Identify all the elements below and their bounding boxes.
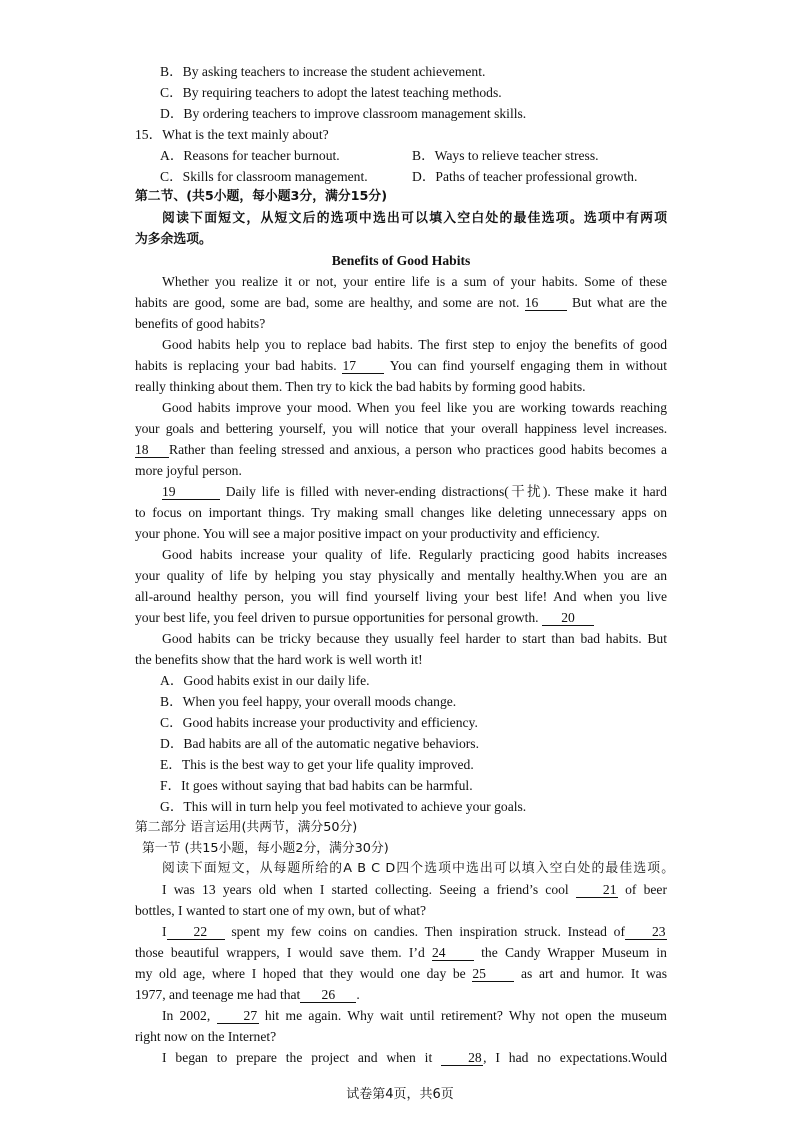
blank-25: 25	[472, 966, 514, 982]
p4-line1	[162, 483, 667, 501]
passage-title: Benefits of Good Habits	[331, 253, 471, 268]
cloze-line7-text-b: hit me again. Why wait until retirement? Why not open the museum	[264, 1008, 668, 1023]
section2-instruction-2: 为多余选项。	[135, 232, 212, 247]
q14-option-b: B．By asking teachers to increase the student achievement.	[160, 64, 486, 79]
p3-line1: Good habits improve your mood. When you feel like you are working towards reaching	[162, 400, 667, 415]
blank-20: 20	[542, 610, 594, 626]
cloze-line1-text-b: of beer	[625, 882, 667, 897]
cloze-line1-text-a: I was 13 years old when I started collecting. Seeing a friend’s cool	[162, 882, 569, 897]
cloze-line5-text-b: as art and humor. It was	[521, 966, 668, 981]
p3-line3	[135, 441, 667, 459]
blank-21: 21	[576, 882, 618, 898]
p1-line3: benefits of good habits?	[135, 316, 266, 331]
choice-g: G．This will in turn help you feel motivated to achieve your goals.	[160, 799, 527, 814]
cloze-line3-text-a: I	[162, 924, 167, 939]
cloze-line6-text-a: 1977, and teenage me had that	[135, 987, 301, 1002]
cloze-line2: bottles, I wanted to start one of my own, but of what?	[135, 903, 427, 918]
p4-line2: to focus on important things. Try making small changes like deleting unnecessary apps on	[135, 505, 667, 520]
q15-option-c: C．Skills for classroom management.	[160, 169, 368, 184]
p5-line2: your quality of life by helping you stay physically and mentally healthy.When you are an	[135, 568, 667, 583]
q15-stem: 15．What is the text mainly about?	[135, 127, 329, 142]
cloze-line6	[135, 986, 667, 1004]
p3-line3-text: Rather than feeling stressed and anxious, a person who practices good habits becomes a	[169, 442, 667, 457]
p5-line4	[135, 609, 667, 627]
cloze-line9-text-a: I began to prepare the project and when it	[162, 1050, 433, 1065]
cloze-line9	[135, 1049, 667, 1067]
cloze-line1	[135, 881, 667, 899]
blank-19: 19	[162, 484, 220, 500]
part2-subheading: 第一节 (共15小题，每小题2分，满分30分)	[142, 841, 389, 856]
p5-line3: all-around healthy person, you will find yourself living your best life! And when you live	[135, 589, 667, 604]
p6-line2: the benefits show that the hard work is well worth it!	[135, 652, 423, 667]
section2-instruction-1: 阅读下面短文，从短文后的选项中选出可以填入空白处的最佳选项。选项中有两项	[162, 211, 667, 226]
p1-line2-text-b: But what are the	[571, 295, 667, 310]
cloze-line5-text-a: my old age, where I hoped that they would one day be	[135, 966, 466, 981]
blank-24: 24	[432, 945, 474, 961]
p2-line3: really thinking about them. Then try to kick the bad habits by forming good habits.	[135, 379, 586, 394]
page-footer: 试卷第4页，共6页	[346, 1087, 454, 1102]
cloze-line5	[135, 965, 667, 983]
p5-line1: Good habits increase your quality of life. Regularly practicing good habits increases	[162, 547, 667, 562]
choice-f: F．It goes without saying that bad habits can be harmful.	[160, 778, 473, 793]
p1-line1: Whether you realize it or not, your entire life is a sum of your habits. Some of these	[162, 274, 667, 289]
p5-line4-text: your best life, you feel driven to pursue opportunities for personal growth.	[135, 610, 539, 625]
cloze-line4	[135, 944, 667, 962]
q14-option-d: D．By ordering teachers to improve classroom management skills.	[160, 106, 527, 121]
blank-22: 22	[167, 924, 225, 940]
p2-line2	[135, 357, 667, 375]
p2-line2-text-b: You can find yourself engaging them in without	[389, 358, 667, 373]
blank-18: 18	[135, 442, 169, 458]
cloze-line9-text-b: , I had no expectations.Would	[483, 1050, 667, 1065]
p1-line2	[135, 294, 667, 312]
p6-line1: Good habits can be tricky because they usually feel harder to start than bad habits. But	[162, 631, 667, 646]
part2-instruction: 阅读下面短文，从每题所给的A B C D四个选项中选出可以填入空白处的最佳选项。	[162, 861, 674, 876]
cloze-line3-text-b: spent my few coins on candies. Then inspiration struck. Instead of	[231, 924, 625, 939]
blank-17: 17	[342, 358, 384, 374]
choice-c: C．Good habits increase your productivity and efficiency.	[160, 715, 478, 730]
blank-16: 16	[525, 295, 567, 311]
cloze-line6-text-b: .	[356, 987, 360, 1002]
p1-line2-text-a: habits are good, some are bad, some are healthy, and some are not.	[135, 295, 520, 310]
q15-option-a: A．Reasons for teacher burnout.	[160, 148, 340, 163]
part2-heading: 第二部分 语言运用(共两节，满分50分)	[135, 820, 358, 835]
blank-23: 23	[625, 924, 667, 940]
choice-b: B．When you feel happy, your overall moods change.	[160, 694, 457, 709]
cloze-line8: right now on the Internet?	[135, 1029, 277, 1044]
p4-line1-text: Daily life is filled with never-ending distractions(干扰). These make it hard	[225, 484, 667, 499]
blank-28: 28	[441, 1050, 483, 1066]
p3-line4: more joyful person.	[135, 463, 242, 478]
cloze-line4-text-b: the Candy Wrapper Museum in	[481, 945, 667, 960]
cloze-line3	[135, 923, 667, 941]
q15-option-b: B．Ways to relieve teacher stress.	[412, 148, 599, 163]
choice-e: E．This is the best way to get your life quality improved.	[160, 757, 474, 772]
q14-option-c: C．By requiring teachers to adopt the latest teaching methods.	[160, 85, 502, 100]
section2-heading: 第二节、(共5小题，每小题3分，满分15分)	[135, 189, 388, 204]
p2-line2-text-a: habits is replacing your bad habits.	[135, 358, 337, 373]
choice-a: A．Good habits exist in our daily life.	[160, 673, 370, 688]
cloze-line4-text-a: those beautiful wrappers, I would save them. I’d	[135, 945, 425, 960]
cloze-line7	[135, 1007, 667, 1025]
p3-line2: your goals and bettering yourself, you will notice that your overall happiness level increases.	[135, 421, 667, 436]
blank-27: 27	[217, 1008, 259, 1024]
p2-line1: Good habits help you to replace bad habits. The first step to enjoy the benefits of good	[162, 337, 667, 352]
q15-option-d: D．Paths of teacher professional growth.	[412, 169, 638, 184]
choice-d: D．Bad habits are all of the automatic negative behaviors.	[160, 736, 479, 751]
blank-26: 26	[300, 987, 356, 1003]
p4-line3: your phone. You will see a major positive impact on your productivity and efficiency.	[135, 526, 600, 541]
cloze-line7-text-a: In 2002,	[162, 1008, 211, 1023]
